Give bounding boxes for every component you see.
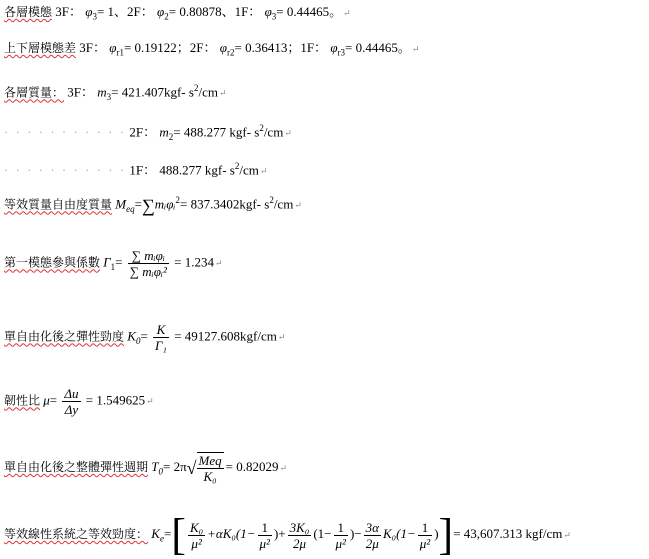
mass-1f-line: [4, 158, 267, 179]
t0-label: 單自由化後之整體彈性週期: [4, 459, 149, 474]
r1-value: = 0.19122: [123, 40, 177, 55]
paragraph-mark-icon: ↵: [411, 44, 420, 54]
sup-2: 2: [193, 83, 199, 93]
mode-diff-label: 上下層模態差: [4, 41, 77, 55]
mode-diff-line: [4, 40, 419, 61]
m3-sub: 3: [106, 91, 112, 102]
mu-label: 韌性比: [4, 393, 41, 408]
paragraph-mark-icon: ↵: [343, 8, 351, 18]
mass-3f-line: [4, 80, 227, 105]
mu-symbol: μ: [43, 392, 50, 408]
phi-symbol: φ: [330, 40, 338, 55]
mode-shape-line: [4, 4, 351, 25]
two-pi: = 2π: [163, 458, 187, 474]
paragraph-mark-icon: ↵: [146, 396, 154, 407]
paragraph-mark-icon: ↵: [279, 462, 288, 473]
gamma-numerator: ∑ mᵢφᵢ: [128, 248, 169, 264]
sup-2: 2: [259, 123, 264, 133]
mass-1f: 1F：: [129, 162, 157, 178]
t0-denominator: K₀: [203, 469, 217, 484]
phi2-value: = 0.80878: [168, 4, 222, 19]
mass-3f: 3F：: [67, 84, 94, 100]
ke-symbol: K: [151, 525, 160, 541]
paragraph-mark-icon: ↵: [563, 529, 571, 540]
gamma-symbol: Γ: [103, 254, 111, 270]
gamma-fraction: [128, 248, 169, 279]
k0-numerator: K: [153, 322, 169, 338]
right-bracket-icon: ]: [438, 510, 454, 559]
phi1-value: = 0.44465: [276, 4, 330, 19]
diff-end-mark: 。: [397, 40, 411, 55]
mass-2f: 2F：: [129, 124, 157, 140]
k0-label: 單自由化後之彈性勁度: [4, 329, 125, 344]
paragraph-mark-icon: ↵: [277, 332, 286, 343]
k0-symbol: K: [127, 328, 136, 344]
m3-value: = 421.407kgf‑ s: [111, 84, 194, 100]
mu-fraction: [62, 386, 80, 417]
r3-value: = 0.44465: [345, 40, 398, 55]
t0-fraction: [197, 452, 224, 484]
ke-sub: e: [159, 533, 164, 544]
m2-sub: 2: [168, 131, 174, 142]
meq-value: = 837.3402kgf‑ s: [180, 196, 270, 212]
r3-sub: r3: [337, 47, 346, 58]
sup-2: 2: [175, 195, 180, 205]
ke-line: 等效線性系統之等效勁度： $K_e=$[ $\frac{\text{K₀}}{\text{μ²}}$ +αK₀(1− $\frac{1}{\text{μ²}}$ )+ $\frac{\text{3K₀}}{2\mu}$ (1− $\frac{1}{\text{μ²}}$ )− $\frac{3\alpha}{2\mu}$ K₀(1− $\frac{1}{\text{μ²}}$ )]= 43,607.313 kgf/cm↵: [4, 510, 571, 559]
meq-symbol: M: [115, 196, 127, 212]
phi-symbol: φ: [157, 4, 165, 19]
t0-numerator: Meq: [198, 453, 222, 468]
paragraph-mark-icon: ↵: [259, 166, 268, 177]
mass-2f-line: [4, 120, 292, 145]
leader-dots: · · · · · · · · · · ·: [4, 162, 127, 178]
k0-line: [4, 322, 285, 353]
phi2-sub: 2: [164, 11, 169, 22]
r2-value: = 0.36413: [234, 40, 288, 55]
mu-denominator: Δy: [64, 402, 79, 417]
gamma-denominator: ∑ mᵢφᵢ²: [129, 264, 167, 279]
ke-term3: $\frac{\text{3K₀}}{2\mu}$: [289, 519, 310, 551]
paragraph-mark-icon: ↵: [294, 200, 302, 211]
k0-sub: 0: [135, 336, 141, 347]
k0-value: = 49127.608kgf/cm: [174, 328, 277, 344]
leader-dots: · · · · · · · · · · ·: [4, 124, 127, 140]
diff-sep-2f: ；2F：: [176, 40, 217, 55]
sqrt-icon: √: [186, 458, 197, 478]
mu-line: [4, 386, 154, 417]
left-bracket-icon: [: [171, 510, 186, 559]
mu-value: = 1.549625: [85, 392, 146, 408]
sup-2: 2: [269, 195, 274, 205]
sep-1f: 、1F：: [221, 4, 262, 19]
k0-denominator: Γ₁: [155, 338, 167, 353]
eq-sign: =: [49, 392, 58, 408]
eq-sign: =: [140, 328, 148, 344]
sum-icon: ∑: [141, 195, 155, 216]
t0-symbol: T: [151, 458, 159, 474]
m-symbol: m: [97, 84, 107, 100]
phi-symbol: φ: [109, 40, 117, 55]
mass-unit: /cm: [198, 84, 218, 100]
mode-3f: 3F：: [55, 4, 82, 19]
m2-value: = 488.277 kgf‑ s: [173, 124, 260, 140]
r2-sub: r2: [226, 47, 235, 58]
phi1-sub: 3: [271, 11, 277, 22]
r1-sub: r1: [116, 47, 124, 58]
phi-symbol: φ: [85, 4, 93, 19]
phi-symbol: φ: [264, 4, 272, 19]
ke-label: 等效線性系統之等效勁度：: [4, 526, 149, 541]
sup-2: 2: [234, 161, 240, 171]
m-phi: mᵢφᵢ: [154, 196, 176, 212]
meq-unit: /cm: [273, 196, 294, 212]
t0-value: = 0.82029: [225, 458, 279, 474]
ke-term1: $\frac{\text{K₀}}{\text{μ²}}$: [189, 519, 204, 551]
mode-shape-label: 各層模態: [4, 5, 53, 19]
meq-label: 等效質量自由度質量: [4, 197, 113, 212]
gamma-label: 第一模態參與係數: [4, 255, 101, 270]
ke-term2: $\frac{1}{\text{μ²}}$: [259, 519, 270, 551]
gamma-sub: 1: [110, 262, 116, 273]
sep-2f: 、2F：: [114, 4, 154, 19]
m-symbol: m: [159, 124, 169, 140]
mass-unit: /cm: [263, 124, 284, 140]
mass-label: 各層質量：: [4, 85, 65, 100]
phi3-value: = 1: [96, 4, 115, 19]
phi-symbol: φ: [219, 40, 227, 55]
paragraph-mark-icon: ↵: [214, 258, 223, 269]
m1-value: 488.277 kgf‑ s: [159, 162, 235, 178]
gamma-line: [4, 248, 223, 279]
ke-value: = 43,607.313 kgf/cm: [453, 525, 563, 541]
paragraph-mark-icon: ↵: [284, 128, 292, 139]
eq-sign: =: [115, 254, 123, 270]
ke-term6: $\frac{1}{\text{μ²}}$: [419, 519, 431, 551]
eq-sign: =: [163, 525, 172, 541]
t0-line: [4, 452, 287, 484]
phi3-sub: 3: [92, 11, 97, 22]
end-mark: 。: [329, 4, 343, 19]
ke-term4: $\frac{1}{\text{μ²}}$: [335, 519, 346, 551]
meq-sub: eq: [126, 203, 135, 214]
mass-unit: /cm: [239, 162, 259, 178]
diff-3f: 3F：: [79, 40, 106, 55]
eq-sign: =: [134, 196, 142, 212]
diff-sep-1f: ；1F：: [287, 40, 328, 55]
gamma-value: = 1.234: [174, 254, 214, 270]
k0-fraction: [153, 322, 169, 353]
ke-term5: $\frac{3\alpha}{2\mu}$: [365, 519, 379, 551]
meq-line: [4, 192, 302, 217]
t0-sub: 0: [158, 466, 163, 477]
mu-numerator: Δu: [64, 386, 79, 401]
paragraph-mark-icon: ↵: [218, 88, 227, 99]
